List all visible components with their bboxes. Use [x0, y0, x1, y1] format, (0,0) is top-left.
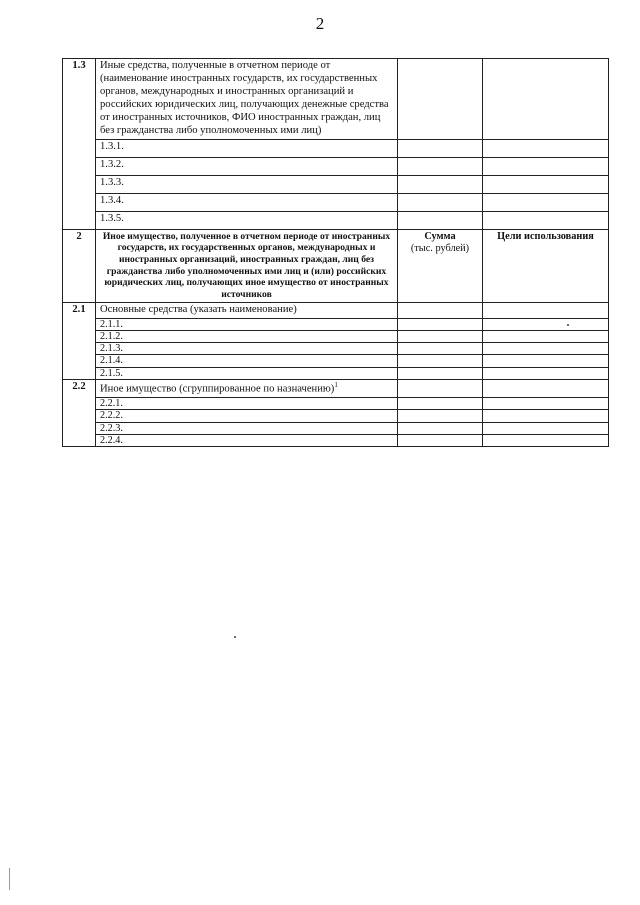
item-label: 2.1.1.	[96, 318, 398, 330]
purpose-cell	[483, 379, 609, 397]
purpose-cell	[483, 318, 609, 330]
table-row	[63, 355, 609, 367]
item-label: 1.3.5.	[96, 211, 398, 229]
report-table	[62, 58, 609, 447]
purpose-cell	[483, 157, 609, 175]
table-row	[63, 157, 609, 175]
table-row	[63, 318, 609, 330]
sum-cell	[398, 59, 483, 140]
item-label: 2.1.2.	[96, 330, 398, 342]
sum-cell	[398, 302, 483, 318]
item-label: 1.3.4.	[96, 193, 398, 211]
item-label: 2.1.3.	[96, 343, 398, 355]
table-row	[63, 367, 609, 379]
purpose-cell	[483, 355, 609, 367]
sum-cell	[398, 422, 483, 434]
row-2	[63, 229, 609, 302]
purpose-cell	[483, 343, 609, 355]
table-row	[63, 422, 609, 434]
table-row	[63, 139, 609, 157]
sum-cell	[398, 343, 483, 355]
sum-cell	[398, 398, 483, 410]
purpose-cell	[483, 422, 609, 434]
purpose-cell	[483, 175, 609, 193]
sum-header	[398, 229, 483, 302]
purpose-header: Цели использования	[483, 229, 609, 302]
scan-speck	[234, 636, 236, 638]
sum-cell	[398, 318, 483, 330]
scan-edge-mark	[9, 868, 10, 890]
table-row	[63, 330, 609, 342]
item-label: 1.3.1.	[96, 139, 398, 157]
row-number: 1.3	[63, 59, 96, 230]
purpose-cell	[483, 139, 609, 157]
purpose-cell	[483, 211, 609, 229]
item-label: 2.2.1.	[96, 398, 398, 410]
purpose-cell	[483, 410, 609, 422]
page-number: 2	[315, 14, 325, 33]
purpose-cell	[483, 59, 609, 140]
sum-cell	[398, 330, 483, 342]
row-number: 2.2	[63, 379, 96, 446]
category-label: Основные средства (указать наименование)	[96, 302, 398, 318]
table-row	[63, 175, 609, 193]
table-row	[63, 211, 609, 229]
row-description: Иные средства, полученные в отчетном периоде от (наименование иностранных государств, их государственных органов, международных и иностранных организаций и российских юридических лиц, получающих денежные средства от иностранных источников, ФИО иностранных граждан, лиц без гражданства либо уполномоченных ими лиц)	[96, 59, 398, 140]
scan-speck	[567, 324, 569, 326]
sum-cell	[398, 367, 483, 379]
sum-header-unit: (тыс. рублей)	[410, 243, 470, 255]
sum-cell	[398, 139, 483, 157]
sum-cell	[398, 355, 483, 367]
item-label: 2.1.5.	[96, 367, 398, 379]
purpose-cell	[483, 434, 609, 446]
row-number: 2	[63, 229, 96, 302]
table-row	[63, 410, 609, 422]
purpose-cell	[483, 367, 609, 379]
item-label: 1.3.3.	[96, 175, 398, 193]
sum-cell	[398, 175, 483, 193]
item-label: 2.2.2.	[96, 410, 398, 422]
row-1-3	[63, 59, 609, 140]
row-2-2	[63, 379, 609, 397]
sum-cell	[398, 434, 483, 446]
item-label: 2.1.4.	[96, 355, 398, 367]
table-row	[63, 434, 609, 446]
item-label: 2.2.4.	[96, 434, 398, 446]
sum-header-title: Сумма	[424, 230, 456, 242]
sum-cell	[398, 211, 483, 229]
sum-cell	[398, 410, 483, 422]
purpose-cell	[483, 330, 609, 342]
purpose-cell	[483, 193, 609, 211]
sum-cell	[398, 193, 483, 211]
table-row	[63, 398, 609, 410]
purpose-cell	[483, 302, 609, 318]
purpose-cell	[483, 398, 609, 410]
table-row	[63, 343, 609, 355]
row-2-1	[63, 302, 609, 318]
category-label	[96, 379, 398, 397]
row-number: 2.1	[63, 302, 96, 379]
item-label: 1.3.2.	[96, 157, 398, 175]
sum-cell	[398, 157, 483, 175]
sum-cell	[398, 379, 483, 397]
row-description: Иное имущество, полученное в отчетном периоде от иностранных государств, их государственных органов, международных и иностранных организаций, иностранных граждан, лиц без гражданства либо уполномоченных ими лиц и (или) российских юридических лиц, получающих иное имущество от иностранных источников	[96, 229, 398, 302]
item-label: 2.2.3.	[96, 422, 398, 434]
footnote-mark: 1	[334, 380, 338, 389]
table-row	[63, 193, 609, 211]
category-label-text: Иное имущество (сгруппированное по назначению)	[100, 383, 335, 395]
